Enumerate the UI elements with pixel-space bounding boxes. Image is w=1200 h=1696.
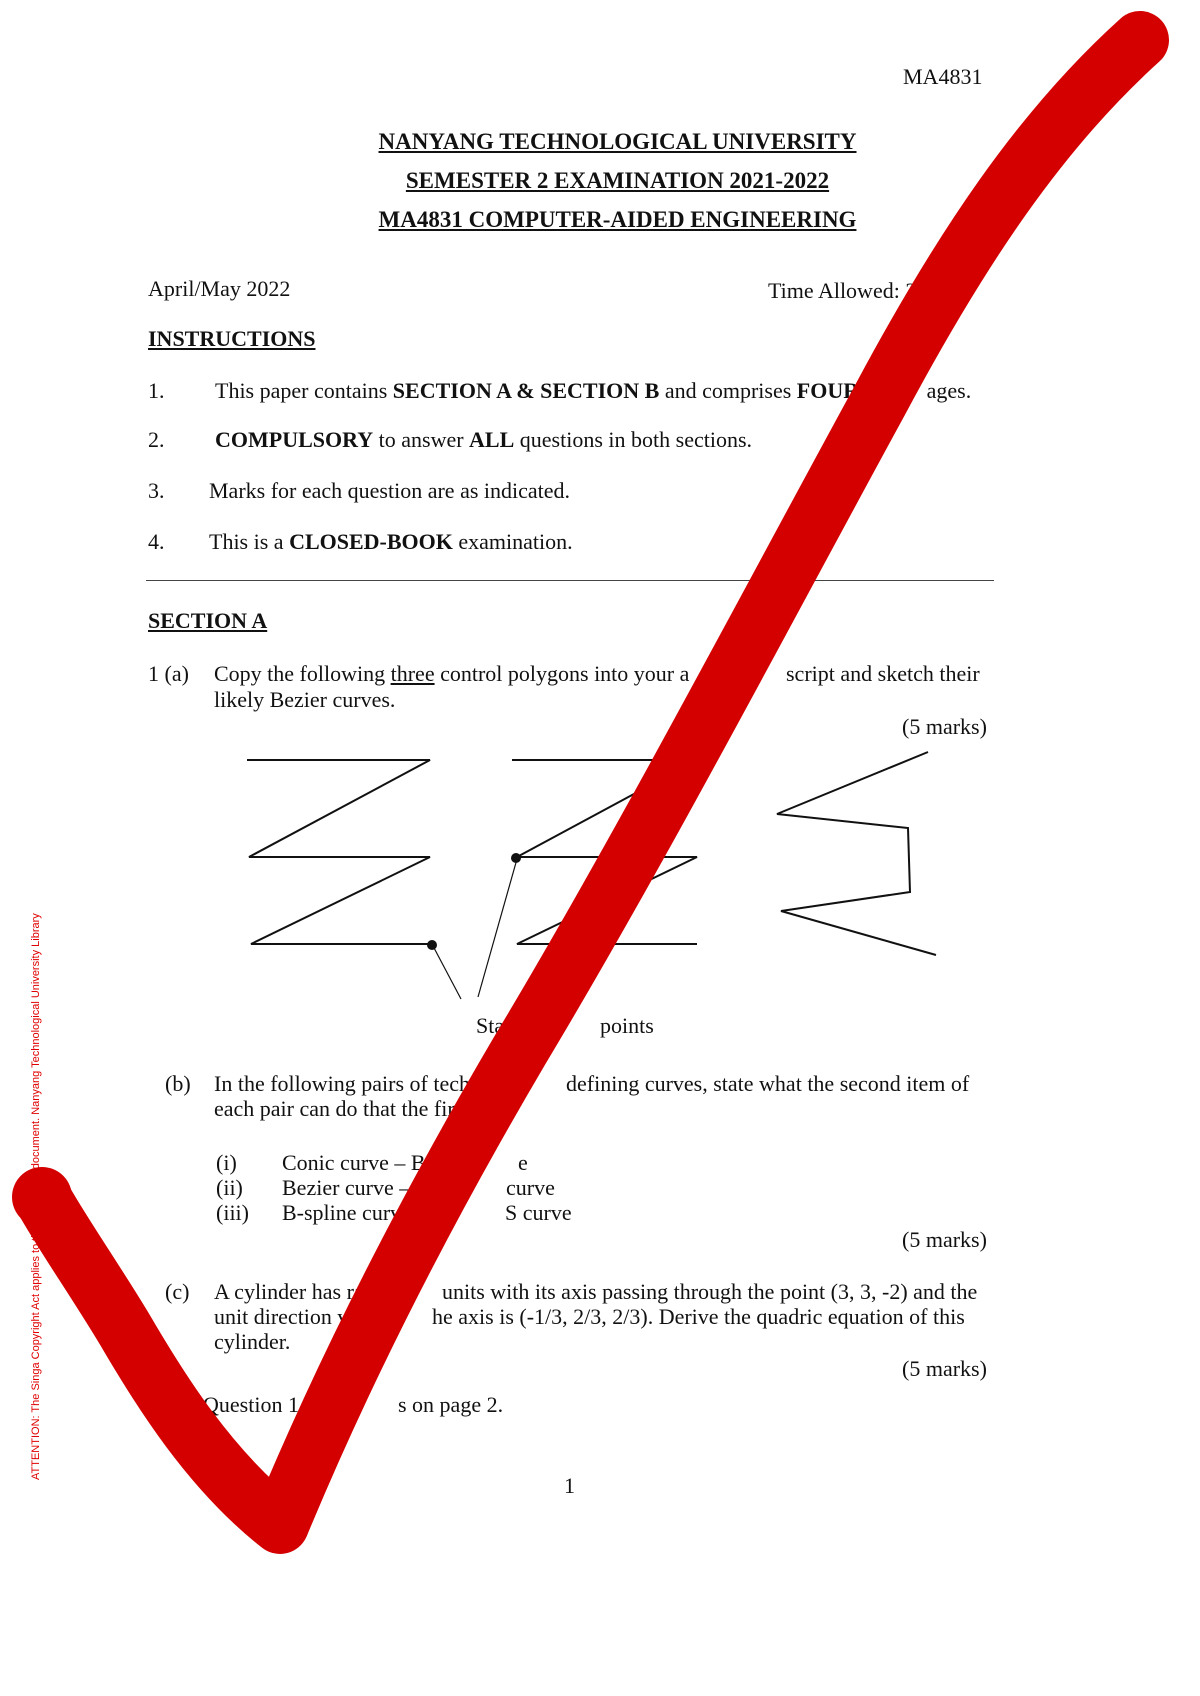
figure-caption-left: Start a xyxy=(476,1013,533,1038)
university-title: NANYANG TECHNOLOGICAL UNIVERSITY xyxy=(378,129,857,154)
instructions-heading: INSTRUCTIONS xyxy=(148,326,316,351)
time-allowed: Time Allowed: 2 xyxy=(768,278,917,303)
question-1b-line2: each pair can do that the first c xyxy=(214,1096,485,1121)
question-1a-line1-tail: script and sketch their xyxy=(786,661,980,686)
instruction-3: Marks for each question are as indicated. xyxy=(209,478,571,503)
instruction-1: This paper contains SECTION A & SECTION B and comprises FOUR ages. xyxy=(215,378,972,403)
question-label: (c) xyxy=(165,1279,190,1304)
instruction-number: 2. xyxy=(148,427,165,452)
continue-note-b: s on page 2. xyxy=(398,1392,504,1417)
question-1c-line2b: he axis is (-1/3, 2/3, 2/3). Derive the quadric equation of this xyxy=(432,1304,965,1329)
subitem-number: (i) xyxy=(216,1150,237,1175)
marks-1a: (5 marks) xyxy=(902,714,987,739)
course-title: MA4831 COMPUTER-AIDED ENGINEERING xyxy=(378,207,857,232)
question-1c-line2a: unit direction vec xyxy=(214,1304,368,1329)
question-1a-line1: Copy the following three control polygons into your a xyxy=(214,661,690,686)
question-label: 1 (a) xyxy=(148,661,189,686)
question-1b-line1b: defining curves, state what the second item of xyxy=(566,1071,970,1096)
marks-1c: (5 marks) xyxy=(902,1356,987,1381)
question-1c-line1b: units with its axis passing through the point (3, 3, -2) and the xyxy=(442,1279,978,1304)
page-number: 1 xyxy=(564,1473,575,1498)
marks-1b: (5 marks) xyxy=(902,1227,987,1252)
exam-date: April/May 2022 xyxy=(148,276,291,301)
subitem-text: Conic curve – Bezie xyxy=(282,1150,461,1175)
subitem-number: (ii) xyxy=(216,1175,243,1200)
question-label: (b) xyxy=(165,1071,191,1096)
question-1b-line1a: In the following pairs of technic xyxy=(214,1071,497,1096)
instruction-number: 1. xyxy=(148,378,165,403)
subitem-tail: e xyxy=(518,1150,528,1175)
subitem-tail: S curve xyxy=(505,1200,572,1225)
figure-caption-right: points xyxy=(600,1013,654,1038)
instruction-number: 4. xyxy=(148,529,165,554)
subitem-text: B-spline curve – xyxy=(282,1200,428,1225)
instruction-number: 3. xyxy=(148,478,165,503)
subitem-text: Bezier curve – B-s xyxy=(282,1175,447,1200)
subitem-tail: curve xyxy=(506,1175,555,1200)
subitem-number: (iii) xyxy=(216,1200,249,1225)
section-a-heading: SECTION A xyxy=(148,608,268,633)
continue-note-a: Question 1 co xyxy=(203,1392,326,1417)
instruction-4: This is a CLOSED-BOOK examination. xyxy=(209,529,573,554)
question-1a-line2: likely Bezier curves. xyxy=(214,687,396,712)
instruction-2: COMPULSORY to answer ALL questions in both sections. xyxy=(215,427,753,452)
course-code: MA4831 xyxy=(903,64,983,89)
question-1c-line3: cylinder. xyxy=(214,1329,291,1354)
exam-title: SEMESTER 2 EXAMINATION 2021-2022 xyxy=(405,168,830,193)
question-1c-line1a: A cylinder has radiu xyxy=(214,1279,392,1304)
